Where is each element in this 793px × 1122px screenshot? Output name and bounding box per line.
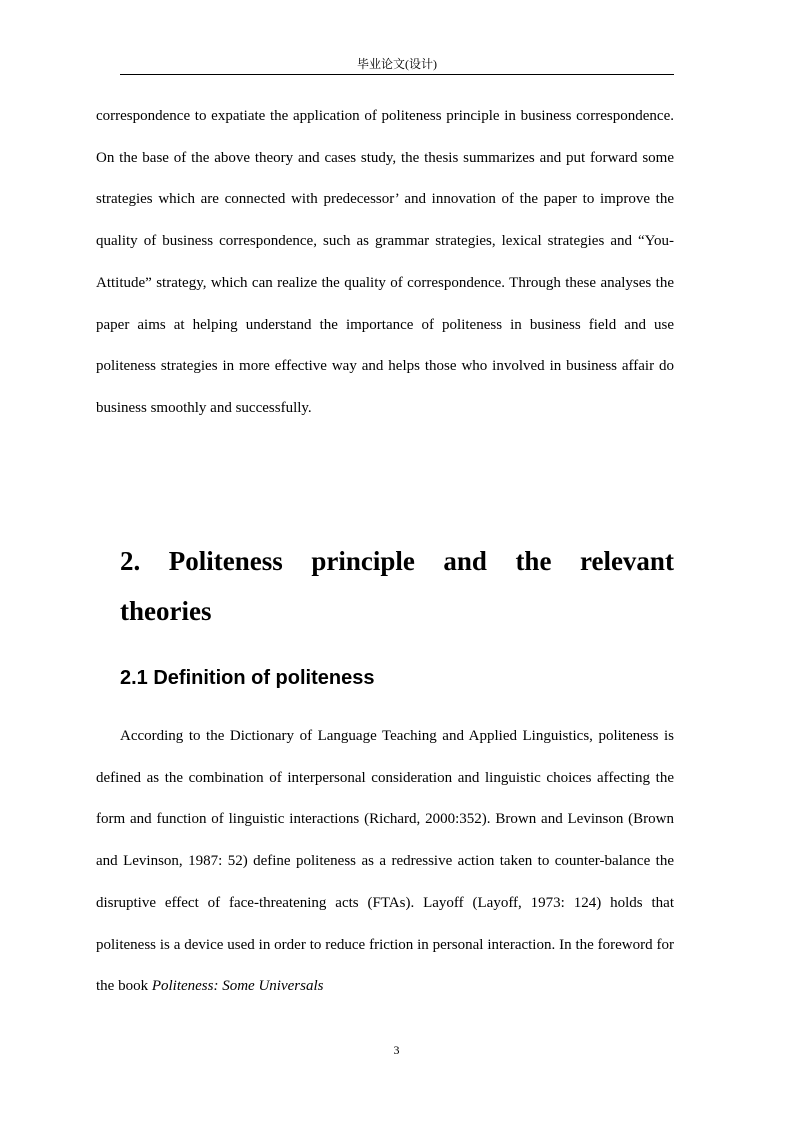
definition-paragraph-text: According to the Dictionary of Language Teaching and Applied Linguistics, politeness is defined as the combination of interpersonal consideration and linguistic choices affecting the form and function of linguistic interactions (Richard, 2000:352). Brown and Levinson (Brown and Levinson, 1987: 52) define politeness as a redressive action taken to counter-balance the disruptive effect of face-threatening acts (FTAs). Layoff (Layoff, 1973: 124) holds that politeness is a device used in order to reduce friction in personal interaction. In the foreword for the book — [96, 728, 674, 995]
chapter-heading-word: relevant — [579, 546, 674, 576]
chapter-heading-word: principle — [311, 546, 415, 576]
chapter-number: 2. — [120, 546, 141, 576]
chapter-heading — [120, 536, 674, 636]
chapter-heading-word: the — [515, 546, 552, 576]
page-number: 3 — [393, 1043, 400, 1057]
chapter-heading-word: and — [443, 546, 487, 576]
chapter-heading-word: Politeness — [168, 546, 283, 576]
intro-paragraph: correspondence to expatiate the application of politeness principle in business correspondence. On the base of the above theory and cases study, the thesis summarizes and put forward some strategies which are connected with predecessor’ and innovation of the paper to improve the quality of business correspondence, such as grammar strategies, lexical strategies and “You-Attitude” strategy, which can realize the quality of correspondence. Through these analyses the paper aims at helping understand the importance of politeness in business field and use politeness strategies in more effective way and helps those who involved in business affair do business smoothly and successfully. — [96, 108, 674, 416]
header-title: 毕业论文(设计) — [357, 57, 437, 71]
definition-paragraph — [96, 716, 674, 1008]
chapter-heading-line-2: theories — [120, 596, 212, 626]
book-title-italic: Politeness: Some Universals — [151, 978, 324, 995]
chapter-heading-line-1 — [120, 536, 674, 586]
page-header — [120, 56, 674, 75]
section-heading: 2.1 Definition of politeness — [120, 667, 375, 689]
